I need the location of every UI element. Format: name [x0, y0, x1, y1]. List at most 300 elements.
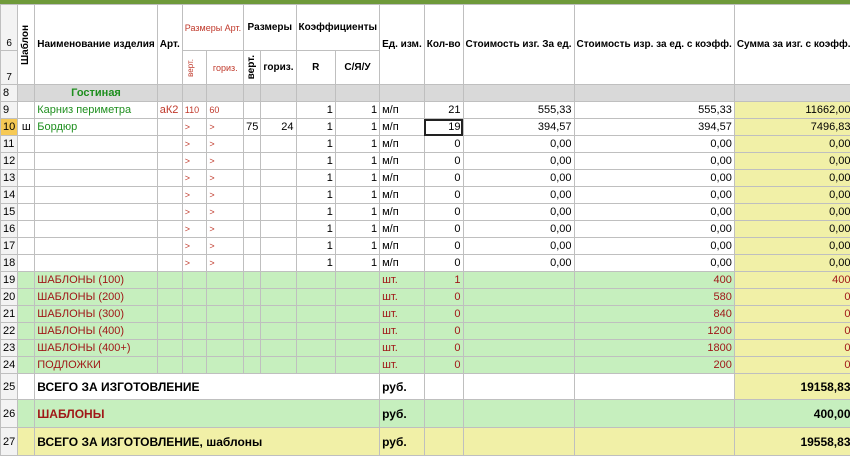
name-cell[interactable]: ПОДЛОЖКИ [35, 357, 158, 374]
cost-coef-cell[interactable]: 0,00 [574, 170, 734, 187]
empty-cell[interactable] [296, 272, 335, 289]
cost-coef-cell[interactable]: 0,00 [574, 136, 734, 153]
size-vert-cell[interactable] [244, 238, 261, 255]
price-cell[interactable]: 840 [574, 306, 734, 323]
sum-cell[interactable]: 0 [734, 357, 850, 374]
art-vert-cell[interactable]: > [182, 204, 207, 221]
section-cell[interactable] [574, 85, 734, 102]
empty-cell[interactable] [335, 289, 379, 306]
sum-cell[interactable]: 0,00 [734, 221, 850, 238]
empty-cell[interactable] [296, 340, 335, 357]
header-art-vert[interactable] [182, 51, 207, 85]
cost-unit-cell[interactable]: 0,00 [463, 204, 574, 221]
row-header[interactable]: 22 [1, 323, 18, 340]
art-cell[interactable] [157, 187, 182, 204]
size-vert-cell[interactable] [244, 255, 261, 272]
qty-cell[interactable]: 0 [424, 340, 463, 357]
empty-cell[interactable] [463, 400, 574, 428]
section-cell[interactable] [182, 85, 207, 102]
unit-cell[interactable]: руб. [380, 374, 425, 400]
coef-r-cell[interactable]: 1 [296, 119, 335, 136]
empty-cell[interactable] [335, 323, 379, 340]
sum-cell[interactable]: 400 [734, 272, 850, 289]
template-cell[interactable] [18, 255, 35, 272]
empty-cell[interactable] [182, 323, 207, 340]
empty-cell[interactable] [182, 306, 207, 323]
section-cell[interactable] [244, 85, 261, 102]
empty-cell[interactable] [207, 289, 244, 306]
empty-cell[interactable] [182, 289, 207, 306]
art-cell[interactable] [157, 119, 182, 136]
art-vert-cell[interactable]: > [182, 187, 207, 204]
size-horiz-cell[interactable]: 24 [261, 119, 296, 136]
total-label[interactable]: ШАБЛОНЫ [35, 400, 380, 428]
row-header[interactable]: 9 [1, 102, 18, 119]
empty-cell[interactable] [207, 357, 244, 374]
cost-coef-cell[interactable]: 0,00 [574, 238, 734, 255]
row-header[interactable]: 11 [1, 136, 18, 153]
cost-coef-cell[interactable]: 0,00 [574, 255, 734, 272]
cost-coef-cell[interactable]: 394,57 [574, 119, 734, 136]
row-header[interactable]: 16 [1, 221, 18, 238]
empty-cell[interactable] [244, 306, 261, 323]
unit-cell[interactable]: м/п [380, 102, 425, 119]
section-cell[interactable] [335, 85, 379, 102]
template-cell[interactable] [18, 289, 35, 306]
section-cell[interactable] [380, 85, 425, 102]
art-horiz-cell[interactable]: > [207, 238, 244, 255]
size-horiz-cell[interactable] [261, 204, 296, 221]
name-cell[interactable] [35, 170, 158, 187]
header-coef-r[interactable]: R [296, 51, 335, 85]
empty-cell[interactable] [335, 272, 379, 289]
row-header[interactable]: 18 [1, 255, 18, 272]
size-horiz-cell[interactable] [261, 102, 296, 119]
coef-sya-cell[interactable]: 1 [335, 187, 379, 204]
empty-cell[interactable] [296, 289, 335, 306]
size-horiz-cell[interactable] [261, 238, 296, 255]
coef-sya-cell[interactable]: 1 [335, 136, 379, 153]
size-vert-cell[interactable] [244, 204, 261, 221]
cost-unit-cell[interactable]: 0,00 [463, 136, 574, 153]
name-cell[interactable] [35, 204, 158, 221]
qty-cell[interactable]: 0 [424, 289, 463, 306]
empty-cell[interactable] [244, 357, 261, 374]
empty-cell[interactable] [244, 289, 261, 306]
art-horiz-cell[interactable]: > [207, 255, 244, 272]
name-cell[interactable]: Карниз периметра [35, 102, 158, 119]
unit-cell[interactable]: шт. [380, 323, 425, 340]
section-title[interactable]: Гостиная [35, 85, 158, 102]
total-label[interactable]: ВСЕГО ЗА ИЗГОТОВЛЕНИЕ, шаблоны [35, 428, 380, 456]
cost-coef-cell[interactable]: 0,00 [574, 153, 734, 170]
total-label[interactable]: ВСЕГО ЗА ИЗГОТОВЛЕНИЕ [35, 374, 380, 400]
empty-cell[interactable] [463, 272, 574, 289]
sum-cell[interactable]: 0,00 [734, 170, 850, 187]
empty-cell[interactable] [261, 357, 296, 374]
qty-cell[interactable]: 0 [424, 153, 463, 170]
row-header[interactable]: 17 [1, 238, 18, 255]
unit-cell[interactable]: шт. [380, 272, 425, 289]
qty-cell[interactable]: 0 [424, 357, 463, 374]
cost-unit-cell[interactable]: 0,00 [463, 238, 574, 255]
art-horiz-cell[interactable]: > [207, 221, 244, 238]
cost-coef-cell[interactable]: 0,00 [574, 221, 734, 238]
empty-cell[interactable] [182, 340, 207, 357]
template-cell[interactable] [18, 306, 35, 323]
table-row [1, 119, 850, 136]
size-vert-cell[interactable] [244, 153, 261, 170]
name-cell[interactable] [35, 187, 158, 204]
row-header[interactable]: 12 [1, 153, 18, 170]
art-horiz-cell[interactable]: > [207, 204, 244, 221]
art-vert-cell[interactable]: 110 [182, 102, 207, 119]
unit-cell[interactable]: м/п [380, 136, 425, 153]
total-value[interactable]: 19158,83 [734, 374, 850, 400]
sum-cell[interactable]: 0 [734, 289, 850, 306]
row-header[interactable]: 7 [1, 51, 18, 85]
empty-cell[interactable] [157, 323, 182, 340]
total-value[interactable]: 400,00 [734, 400, 850, 428]
art-horiz-cell[interactable]: > [207, 170, 244, 187]
sum-cell[interactable]: 11662,00 [734, 102, 850, 119]
unit-cell[interactable]: м/п [380, 238, 425, 255]
cost-unit-cell[interactable]: 0,00 [463, 221, 574, 238]
header-sum[interactable]: Сумма за изг. с коэфф. [734, 5, 850, 85]
row-header[interactable]: 25 [1, 374, 18, 400]
art-horiz-cell[interactable]: > [207, 136, 244, 153]
empty-cell[interactable] [574, 374, 734, 400]
name-cell[interactable]: ШАБЛОНЫ (300) [35, 306, 158, 323]
sum-cell[interactable]: 0,00 [734, 204, 850, 221]
template-cell[interactable] [18, 374, 35, 400]
sum-cell[interactable]: 0,00 [734, 238, 850, 255]
empty-cell[interactable] [335, 340, 379, 357]
price-cell[interactable]: 400 [574, 272, 734, 289]
header-unit[interactable]: Ед. изм. [380, 5, 425, 85]
template-cell[interactable] [18, 221, 35, 238]
qty-cell[interactable]: 1 [424, 272, 463, 289]
template-cell[interactable] [18, 323, 35, 340]
qty-cell[interactable]: 0 [424, 323, 463, 340]
unit-cell[interactable]: м/п [380, 221, 425, 238]
unit-cell[interactable]: м/п [380, 255, 425, 272]
size-vert-cell[interactable] [244, 136, 261, 153]
coef-r-cell[interactable]: 1 [296, 153, 335, 170]
qty-cell[interactable]: 21 [424, 102, 463, 119]
sum-cell[interactable]: 0,00 [734, 136, 850, 153]
header-size-horiz[interactable]: гориз. [261, 51, 296, 85]
empty-cell[interactable] [207, 323, 244, 340]
coef-r-cell[interactable]: 1 [296, 102, 335, 119]
empty-cell[interactable] [463, 374, 574, 400]
size-vert-cell[interactable] [244, 102, 261, 119]
template-cell[interactable] [18, 153, 35, 170]
empty-cell[interactable] [182, 272, 207, 289]
coef-sya-cell[interactable]: 1 [335, 204, 379, 221]
coef-sya-cell[interactable]: 1 [335, 170, 379, 187]
art-horiz-cell[interactable]: > [207, 153, 244, 170]
unit-cell[interactable]: шт. [380, 306, 425, 323]
size-vert-cell[interactable] [244, 221, 261, 238]
section-cell[interactable] [18, 85, 35, 102]
name-cell[interactable]: ШАБЛОНЫ (400) [35, 323, 158, 340]
empty-cell[interactable] [157, 289, 182, 306]
art-vert-cell[interactable]: > [182, 238, 207, 255]
empty-cell[interactable] [261, 289, 296, 306]
empty-cell[interactable] [261, 323, 296, 340]
art-vert-cell[interactable]: > [182, 119, 207, 136]
art-cell[interactable] [157, 153, 182, 170]
price-cell[interactable]: 1200 [574, 323, 734, 340]
header-art-horiz[interactable]: гориз. [207, 51, 244, 85]
empty-cell[interactable] [207, 272, 244, 289]
empty-cell[interactable] [463, 340, 574, 357]
row-header[interactable]: 10 [1, 119, 18, 136]
empty-cell[interactable] [244, 323, 261, 340]
name-cell[interactable] [35, 136, 158, 153]
template-cell[interactable] [18, 400, 35, 428]
empty-cell[interactable] [424, 374, 463, 400]
row-header[interactable]: 14 [1, 187, 18, 204]
sum-cell[interactable]: 0,00 [734, 255, 850, 272]
coef-sya-cell[interactable]: 1 [335, 238, 379, 255]
section-cell[interactable] [207, 85, 244, 102]
name-cell[interactable] [35, 153, 158, 170]
template-cell[interactable] [18, 102, 35, 119]
row-header[interactable]: 27 [1, 428, 18, 456]
empty-cell[interactable] [244, 340, 261, 357]
empty-cell[interactable] [157, 306, 182, 323]
unit-cell[interactable]: шт. [380, 340, 425, 357]
art-horiz-cell[interactable]: > [207, 119, 244, 136]
header-qty[interactable]: Кол-во [424, 5, 463, 85]
empty-cell[interactable] [182, 357, 207, 374]
section-cell[interactable] [261, 85, 296, 102]
row-header[interactable]: 21 [1, 306, 18, 323]
price-cell[interactable]: 1800 [574, 340, 734, 357]
qty-cell[interactable]: 0 [424, 306, 463, 323]
total-value[interactable]: 19558,83 [734, 428, 850, 456]
template-cell[interactable] [18, 204, 35, 221]
size-horiz-cell[interactable] [261, 221, 296, 238]
coef-r-cell[interactable]: 1 [296, 204, 335, 221]
table-row [1, 357, 850, 374]
header-art[interactable]: Арт. [157, 5, 182, 85]
art-cell[interactable] [157, 136, 182, 153]
cost-unit-cell[interactable]: 0,00 [463, 170, 574, 187]
unit-cell[interactable]: м/п [380, 153, 425, 170]
empty-cell[interactable] [463, 357, 574, 374]
unit-cell[interactable]: шт. [380, 289, 425, 306]
unit-cell[interactable]: руб. [380, 428, 425, 456]
cost-coef-cell[interactable]: 0,00 [574, 204, 734, 221]
section-cell[interactable] [734, 85, 850, 102]
art-vert-cell[interactable]: > [182, 170, 207, 187]
name-cell[interactable] [35, 221, 158, 238]
empty-cell[interactable] [261, 272, 296, 289]
art-cell[interactable] [157, 170, 182, 187]
size-vert-cell[interactable] [244, 187, 261, 204]
cost-unit-cell[interactable]: 0,00 [463, 187, 574, 204]
sum-cell[interactable]: 0 [734, 323, 850, 340]
qty-cell[interactable]: 0 [424, 187, 463, 204]
unit-cell[interactable]: руб. [380, 400, 425, 428]
unit-cell[interactable]: м/п [380, 187, 425, 204]
header-cost-unit[interactable]: Стоимость изг. За ед. [463, 5, 574, 85]
size-horiz-cell[interactable] [261, 136, 296, 153]
cost-coef-cell[interactable]: 555,33 [574, 102, 734, 119]
art-vert-cell[interactable]: > [182, 255, 207, 272]
coef-r-cell[interactable]: 1 [296, 170, 335, 187]
art-vert-cell[interactable]: > [182, 153, 207, 170]
header-name[interactable]: Наименование изделия [35, 5, 158, 85]
empty-cell[interactable] [463, 306, 574, 323]
row-header[interactable]: 8 [1, 85, 18, 102]
cost-unit-cell[interactable]: 0,00 [463, 255, 574, 272]
empty-cell[interactable] [244, 272, 261, 289]
section-cell[interactable] [424, 85, 463, 102]
header-coef-sya[interactable]: С/Я/У [335, 51, 379, 85]
price-cell[interactable]: 200 [574, 357, 734, 374]
row-header[interactable]: 19 [1, 272, 18, 289]
header-template[interactable] [18, 5, 35, 85]
empty-cell[interactable] [574, 400, 734, 428]
empty-cell[interactable] [157, 340, 182, 357]
empty-cell[interactable] [296, 306, 335, 323]
empty-cell[interactable] [261, 340, 296, 357]
empty-cell[interactable] [157, 272, 182, 289]
qty-cell[interactable]: 0 [424, 170, 463, 187]
name-cell[interactable]: ШАБЛОНЫ (400+) [35, 340, 158, 357]
coef-r-cell[interactable]: 1 [296, 187, 335, 204]
template-cell[interactable] [18, 238, 35, 255]
template-cell[interactable] [18, 357, 35, 374]
coef-sya-cell[interactable]: 1 [335, 221, 379, 238]
size-horiz-cell[interactable] [261, 187, 296, 204]
name-cell[interactable] [35, 255, 158, 272]
price-cell[interactable]: 580 [574, 289, 734, 306]
art-cell[interactable] [157, 204, 182, 221]
art-cell[interactable]: аК2 [157, 102, 182, 119]
row-header[interactable]: 24 [1, 357, 18, 374]
coef-sya-cell[interactable]: 1 [335, 255, 379, 272]
qty-cell[interactable]: 0 [424, 221, 463, 238]
empty-cell[interactable] [335, 357, 379, 374]
template-cell[interactable]: ш [18, 119, 35, 136]
coef-r-cell[interactable]: 1 [296, 238, 335, 255]
size-vert-cell[interactable] [244, 170, 261, 187]
cost-unit-cell[interactable]: 0,00 [463, 153, 574, 170]
row-header[interactable]: 13 [1, 170, 18, 187]
unit-cell[interactable]: м/п [380, 119, 425, 136]
unit-cell[interactable]: шт. [380, 357, 425, 374]
template-cell[interactable] [18, 340, 35, 357]
empty-cell[interactable] [157, 357, 182, 374]
coef-sya-cell[interactable]: 1 [335, 102, 379, 119]
sum-cell[interactable]: 7496,83 [734, 119, 850, 136]
cost-coef-cell[interactable]: 0,00 [574, 187, 734, 204]
name-cell[interactable] [35, 238, 158, 255]
row-header[interactable]: 15 [1, 204, 18, 221]
art-cell[interactable] [157, 255, 182, 272]
row-header[interactable]: 26 [1, 400, 18, 428]
template-cell[interactable] [18, 170, 35, 187]
section-cell[interactable] [296, 85, 335, 102]
header-cost-coef[interactable]: Стоимость изр. за ед. с коэфф. [574, 5, 734, 85]
art-horiz-cell[interactable]: > [207, 187, 244, 204]
size-horiz-cell[interactable] [261, 170, 296, 187]
template-cell[interactable] [18, 187, 35, 204]
cost-unit-cell[interactable]: 555,33 [463, 102, 574, 119]
header-art-size[interactable]: Размеры Арт. [182, 5, 243, 51]
section-cell[interactable] [463, 85, 574, 102]
qty-cell[interactable]: 0 [424, 238, 463, 255]
coef-r-cell[interactable]: 1 [296, 255, 335, 272]
qty-cell[interactable]: 0 [424, 255, 463, 272]
size-horiz-cell[interactable] [261, 153, 296, 170]
sum-cell[interactable]: 0,00 [734, 153, 850, 170]
sum-cell[interactable]: 0 [734, 340, 850, 357]
empty-cell[interactable] [335, 306, 379, 323]
sum-cell[interactable]: 0 [734, 306, 850, 323]
qty-cell[interactable]: 0 [424, 204, 463, 221]
art-vert-cell[interactable]: > [182, 221, 207, 238]
empty-cell[interactable] [207, 340, 244, 357]
unit-cell[interactable]: м/п [380, 204, 425, 221]
header-coef[interactable]: Коэффициенты [296, 5, 380, 51]
art-horiz-cell[interactable]: 60 [207, 102, 244, 119]
name-cell[interactable]: ШАБЛОНЫ (100) [35, 272, 158, 289]
header-sizes[interactable]: Размеры [244, 5, 296, 51]
coef-r-cell[interactable]: 1 [296, 221, 335, 238]
qty-cell[interactable]: 19 [424, 119, 463, 136]
art-cell[interactable] [157, 221, 182, 238]
name-cell[interactable]: ШАБЛОНЫ (200) [35, 289, 158, 306]
size-horiz-cell[interactable] [261, 255, 296, 272]
template-cell[interactable] [18, 272, 35, 289]
row-header[interactable]: 20 [1, 289, 18, 306]
template-cell[interactable] [18, 428, 35, 456]
qty-cell[interactable]: 0 [424, 136, 463, 153]
coef-sya-cell[interactable]: 1 [335, 153, 379, 170]
empty-cell[interactable] [574, 428, 734, 456]
coef-r-cell[interactable]: 1 [296, 136, 335, 153]
size-vert-cell[interactable]: 75 [244, 119, 261, 136]
name-cell[interactable]: Бордюр [35, 119, 158, 136]
empty-cell[interactable] [424, 428, 463, 456]
empty-cell[interactable] [296, 357, 335, 374]
template-cell[interactable] [18, 136, 35, 153]
section-cell[interactable] [157, 85, 182, 102]
art-vert-cell[interactable]: > [182, 136, 207, 153]
empty-cell[interactable] [261, 306, 296, 323]
coef-sya-cell[interactable]: 1 [335, 119, 379, 136]
empty-cell[interactable] [424, 400, 463, 428]
empty-cell[interactable] [296, 323, 335, 340]
header-size-vert[interactable] [244, 51, 261, 85]
art-cell[interactable] [157, 238, 182, 255]
unit-cell[interactable]: м/п [380, 170, 425, 187]
empty-cell[interactable] [463, 289, 574, 306]
empty-cell[interactable] [207, 306, 244, 323]
row-header[interactable]: 6 [1, 5, 18, 51]
sum-cell[interactable]: 0,00 [734, 187, 850, 204]
empty-cell[interactable] [463, 428, 574, 456]
cost-unit-cell[interactable]: 394,57 [463, 119, 574, 136]
empty-cell[interactable] [463, 323, 574, 340]
row-header[interactable]: 23 [1, 340, 18, 357]
